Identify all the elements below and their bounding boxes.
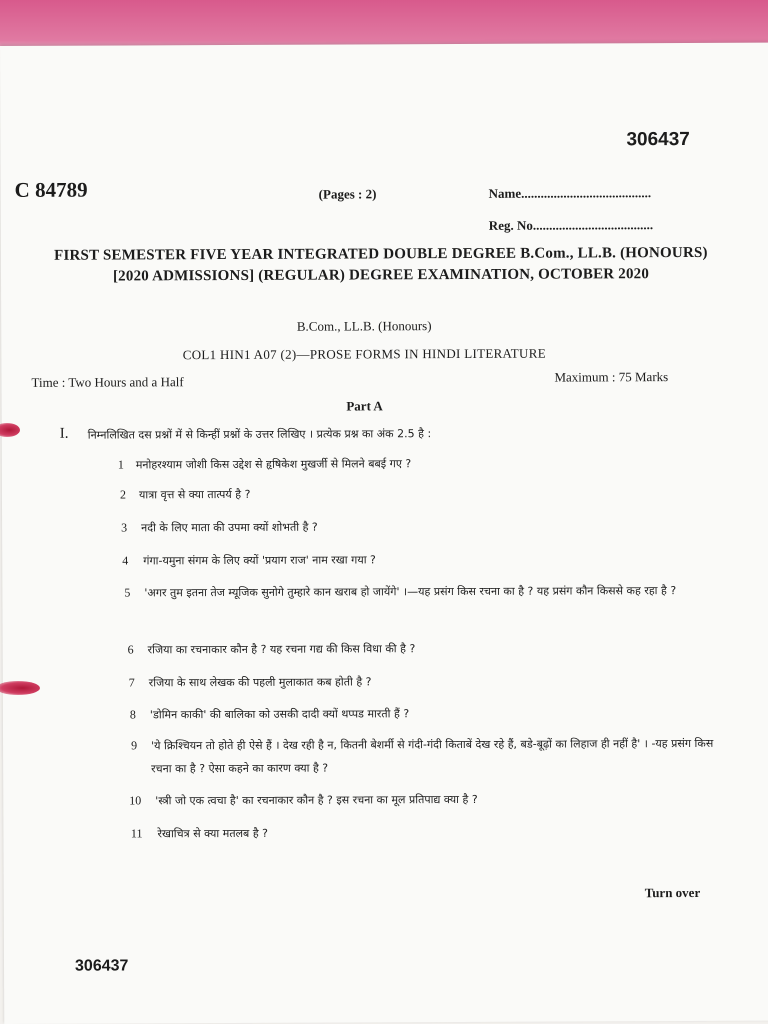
question-number: 7 [128,675,135,690]
question-text: 'डोमिन काकी' की बालिका को उसकी दादी क्यों थप्पड मारती हैं ? [149,707,410,722]
question-text: यात्रा वृत्त से क्या तात्पर्य है ? [138,487,251,502]
degree-subtitle: B.Com., LL.B. (Honours) [296,318,432,334]
candidate-name-field: Name........................................ [488,185,652,201]
turn-over-note: Turn over [644,884,701,901]
part-heading: Part A [346,398,383,414]
page-count: (Pages : 2) [318,186,377,202]
question-number: 8 [129,707,136,722]
exam-title: FIRST SEMESTER FIVE YEAR INTEGRATED DOUBLE DEGREE B.Com., LL.B. (HONOURS) [2020 ADMISSIONS] (REGULAR) DEGREE EXAMINATION, OCTOBER 2020 [54,244,708,285]
question-paper-code: C 84789 [14,177,88,202]
question-number: 3 [121,520,128,535]
section-instruction: निम्नलिखित दस प्रश्नों में से किन्हीं प्रश्नों के उत्तर लिखिए । प्रत्येक प्रश्न का अंक 2.5 है : [87,427,432,442]
question-text: गंगा-यमुना संगम के लिए क्यों 'प्रयाग राज' नाम रखा गया ? [143,553,376,568]
question-text: रेखाचित्र से क्या मतलब है ? [157,826,269,841]
course-title: COL1 HIN1 A07 (2)—PROSE FORMS IN HINDI LITERATURE [182,345,546,363]
question-text: 'अगर तुम इतना तेज म्यूजिक सुनोगे तुम्हारे कान खराब हो जायेंगे' ।—यह प्रसंग किस रचना का है ? यह प्रसंग कौन किससे कह रहा है ? [144,584,677,600]
exam-paper [0,43,768,1024]
question-number: 6 [127,642,134,657]
paper-serial-bottom: 306437 [74,957,129,975]
question-text: नदी के लिए माता की उपमा क्यों शोभती है ? [141,520,318,535]
question-number: 1 [117,457,124,472]
question-number: 9 [131,738,138,753]
question-text: रजिया का रचनाकार कौन है ? यह रचना गद्य की किस विधा की है ? [147,642,416,657]
maximum-marks: Maximum : 75 Marks [554,369,669,385]
question-number: 5 [124,585,131,600]
question-number: 10 [129,793,142,808]
question-text: मनोहरश्याम जोशी किस उद्देश से हृषिकेश मुखर्जी से मिलने बबई गए ? [135,457,412,472]
section-number: I. [59,425,69,442]
question-number: 11 [130,826,143,841]
time-allowed: Time : Two Hours and a Half [31,374,184,390]
question-text: रजिया के साथ लेखक की पहली मुलाकात कब होती है ? [148,675,372,690]
question-number: 2 [119,487,126,502]
question-text: 'स्त्री जो एक त्वचा है' का रचनाकार कौन है ? इस रचना का मूल प्रतिपाद्य क्या है ? [155,792,478,808]
question-number: 4 [122,553,129,568]
question-text: 'ये क्रिश्चियन तो होते ही ऐसे हैं । देख रही है न, कितनी बेशर्मी से गंदी-गंदी किताबें देख रहे हैं, बडे-बूढ़ों का लिहाज ही नहीं है' । -यह प्रसंग किस रचना का है ? ऐसा कहने का कारण क्या है ? [151,736,714,776]
registration-number-field: Reg. No..................................... [488,217,654,233]
paper-serial-top: 306437 [626,128,690,151]
